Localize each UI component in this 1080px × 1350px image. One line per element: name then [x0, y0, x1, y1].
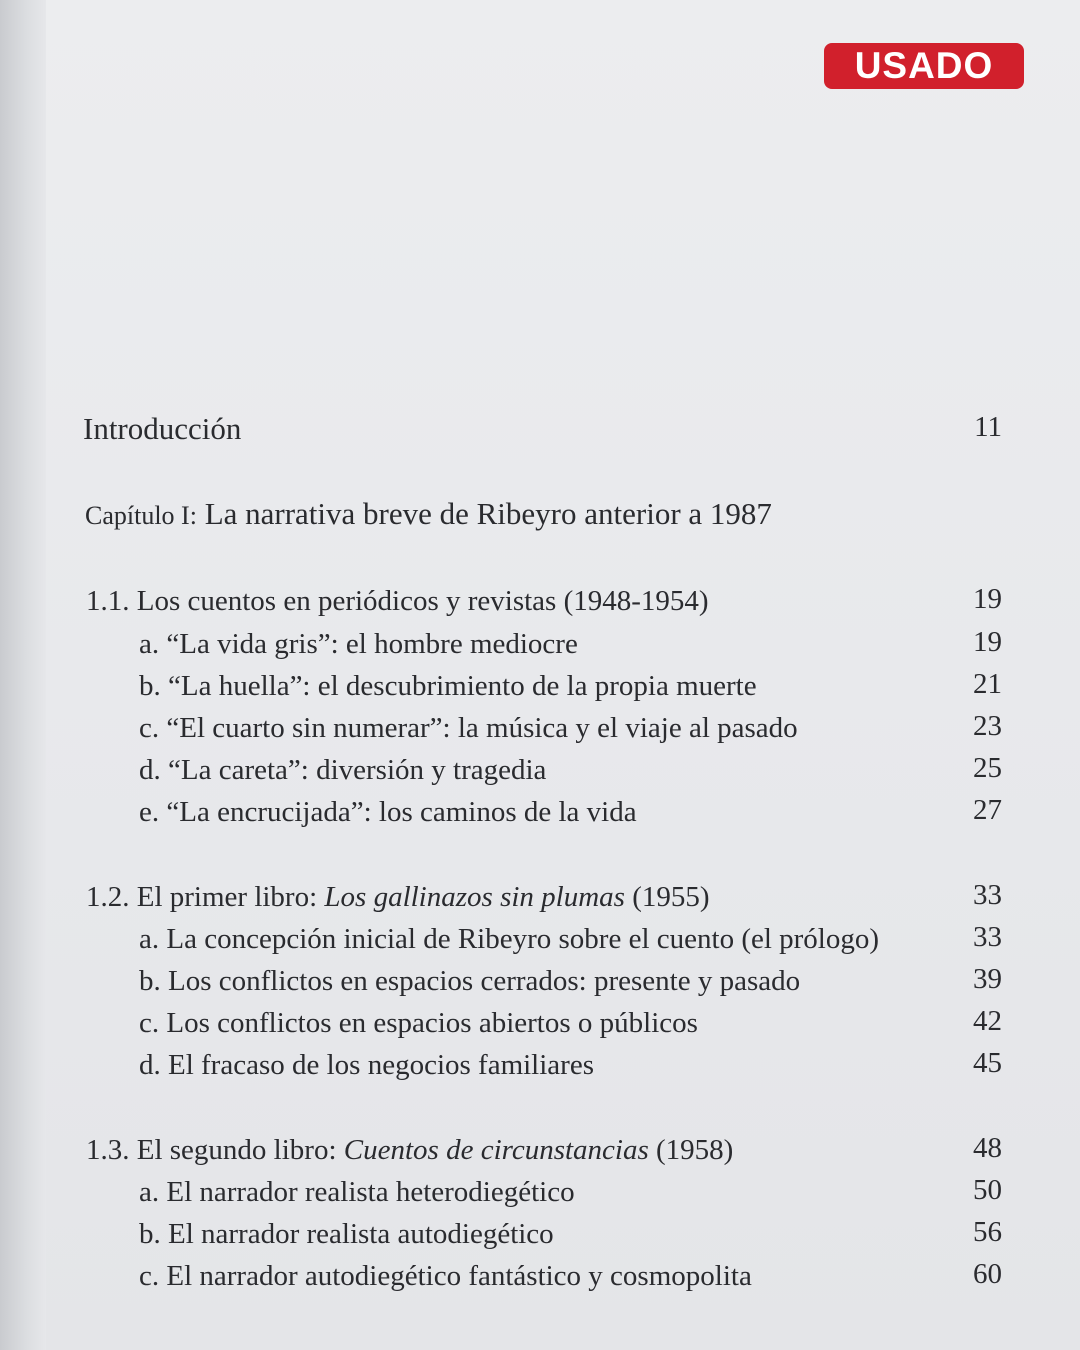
- section-1-2-prefix: 1.2. El primer libro:: [86, 881, 325, 913]
- book-title-cuentos: Cuentos de circunstancias: [343, 1134, 649, 1166]
- chapter-title: La narrativa breve de Ribeyro anterior a 1987: [204, 496, 772, 531]
- toc-item: b. El narrador realista autodiegético: [139, 1218, 554, 1250]
- toc-item: d. El fracaso de los negocios familiares: [139, 1049, 594, 1081]
- toc-intro-label: Introducción: [83, 411, 242, 446]
- chapter-heading: [85, 497, 772, 533]
- book-gutter: [0, 0, 46, 1350]
- toc-item-page: 56: [973, 1216, 1002, 1248]
- toc-item: c. Los conflictos en espacios abiertos o públicos: [139, 1007, 698, 1039]
- toc-item-page: 42: [973, 1005, 1002, 1037]
- toc-item: a. El narrador realista heterodiegético: [139, 1176, 575, 1208]
- toc-item-page: 33: [973, 921, 1002, 953]
- section-1-3-year: (1958): [648, 1134, 734, 1166]
- toc-section-1-3-page: 48: [973, 1132, 1002, 1164]
- toc-item: b. Los conflictos en espacios cerrados: presente y pasado: [139, 965, 801, 997]
- toc-item: a. “La vida gris”: el hombre mediocre: [139, 628, 578, 660]
- toc-item-page: 50: [973, 1174, 1002, 1206]
- section-1-3-prefix: 1.3. El segundo libro:: [86, 1134, 344, 1166]
- toc-item-page: 19: [973, 626, 1002, 658]
- toc-item: c. El narrador autodiegético fantástico y cosmopolita: [139, 1260, 752, 1292]
- toc-item-page: 39: [973, 963, 1002, 995]
- chapter-prefix: Capítulo I:: [85, 501, 197, 530]
- toc-intro-page: 11: [974, 411, 1002, 443]
- used-badge: USADO: [824, 43, 1024, 89]
- toc-item-page: 21: [973, 668, 1002, 700]
- toc-item-page: 25: [973, 752, 1002, 784]
- toc-item: d. “La careta”: diversión y tragedia: [139, 754, 547, 786]
- toc-section-1-2: [86, 880, 710, 914]
- toc-item: a. La concepción inicial de Ribeyro sobre el cuento (el prólogo): [139, 923, 880, 955]
- toc-section-1-1: 1.1. Los cuentos en periódicos y revistas (1948-1954): [86, 585, 709, 617]
- book-title-gallinazos: Los gallinazos sin plumas: [324, 881, 625, 913]
- toc-section-1-2-page: 33: [973, 879, 1002, 911]
- toc-section-1-1-page: 19: [973, 583, 1002, 615]
- toc-item-page: 27: [973, 794, 1002, 826]
- section-1-2-year: (1955): [624, 881, 710, 913]
- toc-item-page: 45: [973, 1047, 1002, 1079]
- toc-item: b. “La huella”: el descubrimiento de la propia muerte: [139, 670, 757, 702]
- toc-item-page: 23: [973, 710, 1002, 742]
- toc-item: e. “La encrucijada”: los caminos de la vida: [139, 796, 637, 828]
- toc-section-1-3: [86, 1133, 733, 1167]
- toc-item-page: 60: [973, 1258, 1002, 1290]
- toc-item: c. “El cuarto sin numerar”: la música y el viaje al pasado: [139, 712, 798, 744]
